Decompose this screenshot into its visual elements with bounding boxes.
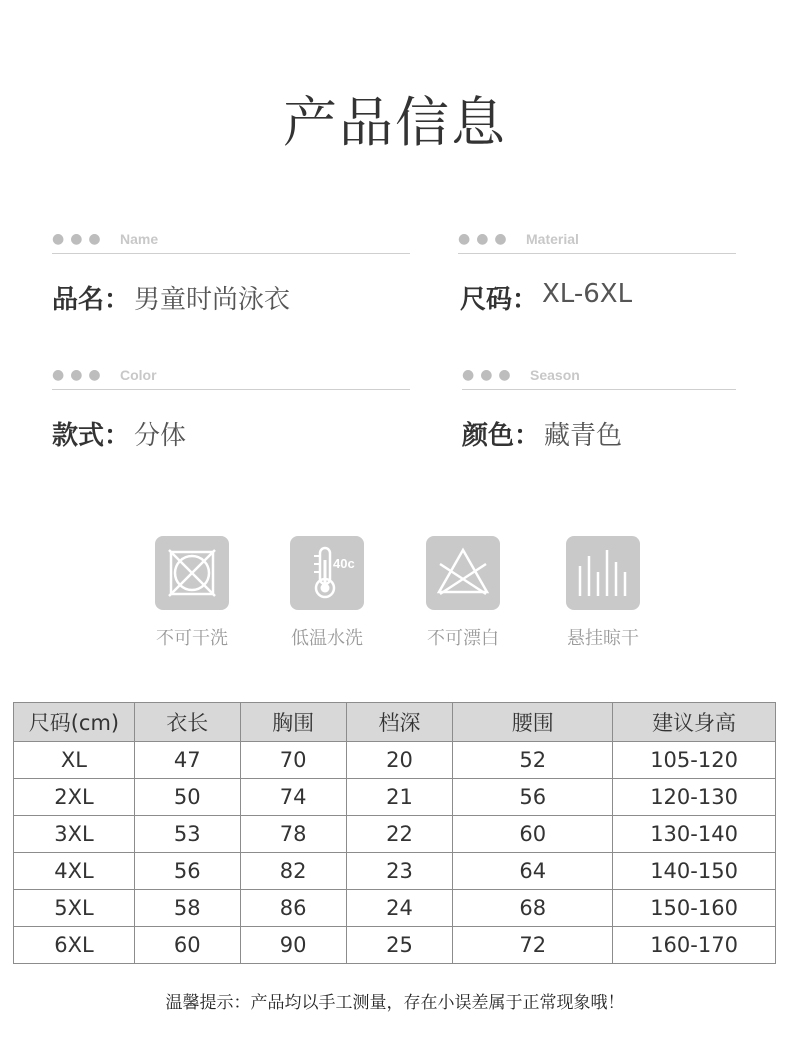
dots-decoration: ●●● [458,231,513,247]
field-value: 分体 [134,421,187,451]
table-cell: 56 [134,853,240,890]
table-cell: 58 [134,890,240,927]
table-cell: 120-130 [613,779,776,816]
table-cell: 23 [346,853,453,890]
table-cell: 47 [134,742,240,779]
warm-tip: 温馨提示：产品均以手工测量，存在小误差属于正常现象哦！ [165,993,625,1013]
table-cell: 72 [453,927,613,964]
table-cell: 150-160 [613,890,776,927]
table-cell: 50 [134,779,240,816]
table-cell: 68 [453,890,613,927]
care-item-hang-dry [566,536,640,649]
table-cell: XL [14,742,135,779]
table-row [14,816,776,853]
table-cell: 5XL [14,890,135,927]
table-cell: 52 [453,742,613,779]
table-cell: 25 [346,927,453,964]
no-bleach-icon [426,536,500,610]
table-cell: 60 [134,927,240,964]
table-cell: 70 [240,742,346,779]
table-cell: 140-150 [613,853,776,890]
divider [462,389,736,390]
table-row [14,890,776,927]
table-cell: 78 [240,816,346,853]
table-cell: 160-170 [613,927,776,964]
table-cell: 2XL [14,779,135,816]
table-cell: 4XL [14,853,135,890]
care-caption: 悬挂晾干 [567,628,639,649]
field-en-label: Material [526,231,579,247]
table-header-row [14,703,776,742]
care-caption: 不可干洗 [156,628,228,649]
header-cell: 档深 [346,703,453,742]
field-label: 款式： [52,421,131,451]
field-en-label: Name [120,231,159,247]
table-cell: 105-120 [613,742,776,779]
table-row [14,927,776,964]
table-cell: 6XL [14,927,135,964]
table-cell: 56 [453,779,613,816]
hang-dry-icon [566,536,640,610]
table-cell: 74 [240,779,346,816]
header-cell: 胸围 [240,703,346,742]
header-cell: 衣长 [134,703,240,742]
temperature-text: 40c [333,556,355,571]
dots-decoration: ●●● [52,231,107,247]
field-en-label: Season [530,367,580,383]
table-cell: 3XL [14,816,135,853]
table-row [14,742,776,779]
field-label: 品名： [52,285,131,315]
table-cell: 53 [134,816,240,853]
size-table [13,702,776,964]
table-cell: 64 [453,853,613,890]
table-cell: 86 [240,890,346,927]
divider [458,253,736,254]
page-title: 产品信息 [283,91,507,154]
table-cell: 60 [453,816,613,853]
field-label: 颜色： [462,421,541,451]
low-temp-wash-icon [290,536,364,610]
table-cell: 90 [240,927,346,964]
table-cell: 130-140 [613,816,776,853]
care-caption: 低温水洗 [291,628,363,649]
header-cell: 建议身高 [613,703,776,742]
divider [52,253,410,254]
no-tumble-dry-icon [155,536,229,610]
care-item-no-dry-clean [155,536,229,649]
table-cell: 20 [346,742,453,779]
table-row [14,779,776,816]
field-value: 男童时尚泳衣 [134,285,291,315]
header-cell: 腰围 [453,703,613,742]
table-cell: 21 [346,779,453,816]
dots-decoration: ●●● [52,367,107,383]
table-cell: 82 [240,853,346,890]
field-value: XL-6XL [542,279,633,309]
care-item-low-temp-wash [290,536,364,649]
divider [52,389,410,390]
header-cell: 尺码(cm) [14,703,135,742]
care-caption: 不可漂白 [427,628,499,649]
table-row [14,853,776,890]
dots-decoration: ●●● [462,367,517,383]
field-value: 藏青色 [544,421,623,451]
field-label: 尺码： [460,285,539,315]
care-item-no-bleach [426,536,500,649]
table-cell: 24 [346,890,453,927]
field-en-label: Color [120,367,157,383]
table-cell: 22 [346,816,453,853]
